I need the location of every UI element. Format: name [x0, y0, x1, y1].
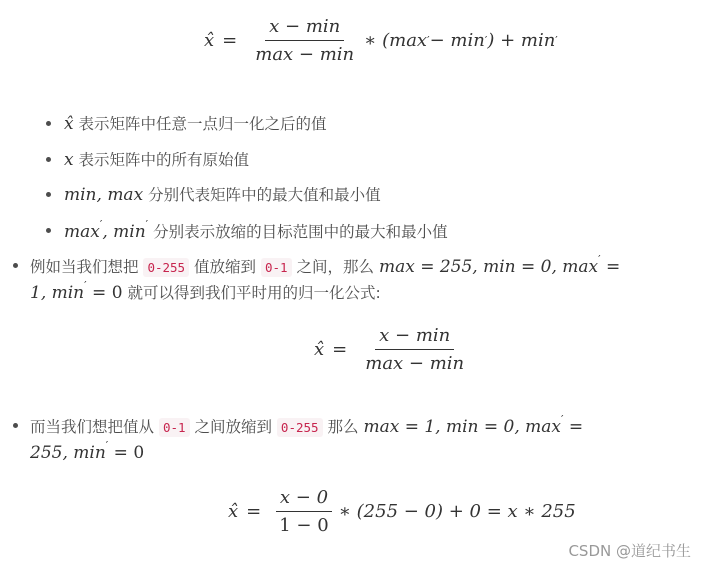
math-inline: 255, min	[30, 443, 106, 463]
formula-rest: ∗ (255 − 0) + 0 = x ∗ 255	[338, 501, 576, 522]
sub-bullet-text: 表示矩阵中任意一点归一化之后的值	[78, 115, 327, 133]
formula-main-eq: =	[222, 30, 238, 51]
sub-bullet-1	[64, 112, 327, 134]
formula-scale-255	[228, 487, 576, 536]
bullet-text: 而当我们想把值从	[30, 418, 155, 436]
prime-mark: ′	[598, 253, 601, 266]
bullet-text: 之间放缩到	[194, 418, 272, 436]
math-inline: min, max	[64, 185, 144, 205]
formula-main-rest: ∗ (max	[364, 30, 428, 51]
sub-bullet-4	[64, 218, 448, 242]
prime-mark: ′	[555, 34, 558, 47]
formula-main	[204, 16, 558, 65]
bullet-1-line-1	[30, 253, 620, 277]
formula-denominator: 1 − 0	[279, 515, 329, 536]
formula-eq: =	[332, 339, 348, 360]
bullet-text: 例如当我们想把	[30, 258, 139, 276]
formula-main-rest2: − min	[429, 30, 485, 51]
sub-bullet-3	[64, 183, 381, 205]
formula-eq: =	[246, 501, 262, 522]
prime-mark: ′	[99, 218, 103, 231]
prime-mark: ′	[84, 279, 87, 292]
bullet-dot	[46, 157, 51, 162]
formula-denominator: max − min	[365, 353, 465, 374]
code-inline: 0-1	[159, 418, 190, 437]
math-inline: , min	[102, 222, 146, 242]
code-inline: 0-1	[261, 258, 292, 277]
math-inline: 1, min	[30, 283, 85, 303]
prime-mark: ′	[561, 413, 564, 426]
formula-normalize	[314, 325, 474, 374]
formula-main-fraction	[251, 16, 358, 65]
bullet-dot	[46, 192, 51, 197]
bullet-text: 就可以得到我们平时用的归一化公式:	[127, 284, 381, 302]
prime-mark: ′	[145, 218, 149, 231]
math-inline: = 0	[108, 443, 145, 463]
code-inline: 0-255	[143, 258, 189, 277]
formula-numerator: x − min	[375, 325, 454, 350]
formula-main-lhs: x̂	[204, 30, 215, 51]
sub-bullet-text: 分别表示放缩的目标范围中的最大和最小值	[153, 223, 448, 241]
math-inline: max = 255, min = 0, max	[378, 257, 599, 277]
bullet-dot	[46, 121, 51, 126]
code-inline: 0-255	[277, 418, 323, 437]
bullet-text: 那么	[327, 418, 359, 436]
formula-main-denominator: max − min	[255, 44, 355, 65]
formula-fraction	[361, 325, 468, 374]
formula-lhs: x̂	[314, 339, 325, 360]
sub-bullet-text: 表示矩阵中的所有原始值	[78, 151, 250, 169]
bullet-text: 值放缩到	[194, 258, 257, 276]
bullet-dot	[13, 263, 18, 268]
math-inline: x	[64, 150, 74, 170]
bullet-dot	[13, 423, 18, 428]
formula-lhs: x̂	[228, 501, 239, 522]
math-inline: max	[64, 222, 100, 242]
math-inline: =	[563, 417, 584, 437]
math-inline: = 0	[86, 283, 123, 303]
formula-main-rest3: ) + min	[487, 30, 556, 51]
prime-mark: ′	[427, 34, 430, 47]
sub-bullet-2	[64, 148, 249, 170]
sub-bullet-text: 分别代表矩阵中的最大值和最小值	[148, 186, 381, 204]
formula-numerator: x − 0	[276, 487, 332, 512]
bullet-2-line-2	[30, 439, 144, 463]
bullet-dot	[46, 228, 51, 233]
bullet-2-line-1	[30, 413, 583, 437]
bullet-text: 之间，那么	[296, 258, 375, 276]
formula-fraction	[275, 487, 332, 536]
math-inline: x̂	[64, 114, 74, 134]
bullet-1-line-2	[30, 279, 381, 303]
prime-mark: ′	[105, 439, 109, 452]
math-inline: =	[600, 257, 621, 277]
formula-main-numerator: x − min	[265, 16, 344, 41]
prime-mark: ′	[484, 34, 488, 47]
math-inline: max = 1, min = 0, max	[363, 417, 561, 437]
watermark: CSDN @道纪书生	[568, 542, 691, 560]
